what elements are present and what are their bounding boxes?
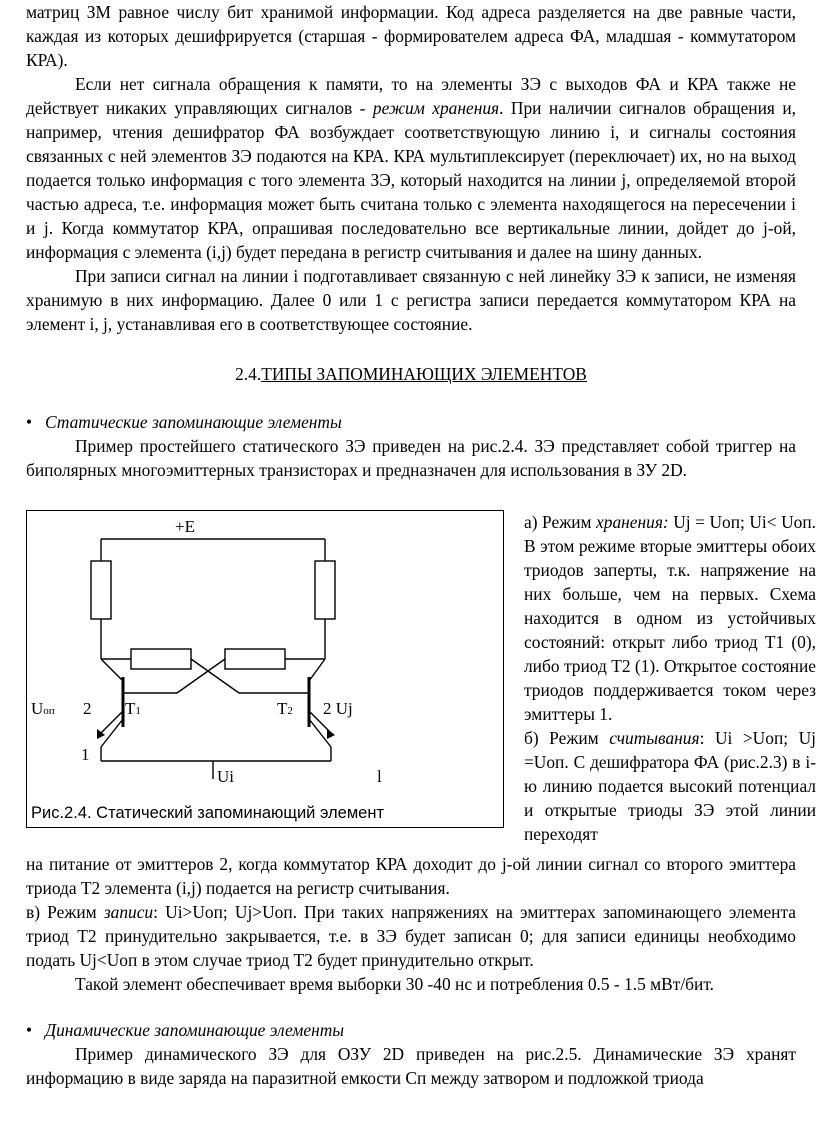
paragraph-6-italic: записи bbox=[103, 902, 154, 922]
label-emitter-1-left: 1 bbox=[81, 745, 90, 764]
paragraph-5: на питание от эмиттеров 2, когда коммутатор КРА доходит до j-ой линии сигнал со второго эмиттера триода T2 элемента (i,j) подается на регистр считывания. bbox=[26, 854, 796, 898]
paragraph-8: Пример динамического ЗЭ для ОЗУ 2D приведен на рис.2.5. Динамические ЗЭ хранят информацию в виде заряда на паразитной емкости Cп между затвором и подложкой триода bbox=[26, 1044, 796, 1088]
figure-side-text bbox=[524, 510, 816, 846]
bullet-icon: • bbox=[26, 1020, 33, 1040]
figure-caption: Рис.2.4. Статический запоминающий элемент bbox=[31, 804, 385, 822]
label-t2-sub: 2 bbox=[287, 705, 293, 717]
side-mode-b-italic: считывания bbox=[609, 728, 700, 748]
label-t1 bbox=[125, 697, 141, 723]
section-heading bbox=[26, 362, 796, 386]
section-title: ТИПЫ ЗАПОМИНАЮЩИХ ЭЛЕМЕНТОВ bbox=[261, 364, 587, 384]
label-supply: +E bbox=[175, 517, 195, 536]
resistor-left bbox=[91, 561, 111, 619]
paragraph-2 bbox=[26, 72, 796, 264]
bullet-icon: • bbox=[26, 412, 33, 432]
paragraph-7: Такой элемент обеспечивает время выборки 30 -40 нс и потребления 0.5 - 1.5 мВт/бит. bbox=[75, 974, 714, 994]
circuit-diagram bbox=[27, 511, 505, 829]
label-emitter-2-left: 2 bbox=[83, 699, 92, 718]
paragraph-6-prefix: в) Режим bbox=[26, 902, 104, 922]
side-mode-a-prefix: а) Режим bbox=[524, 512, 597, 532]
paragraph-6 bbox=[26, 900, 796, 972]
resistor-cross-right bbox=[225, 649, 285, 669]
side-mode-a-text: Uj = Uоп; Ui< Uоп. В этом режиме вторые эмиттеры обоих триодов заперты, т.к. напряжение на них больше, чем на первых. Схема находится в одном из устойчивых состояний: открыт либо триод T1 (0), либо триод T2 (1). Открытое состояние триодов поддерживается током через эмиттеры 1. bbox=[524, 512, 816, 724]
label-uop-main: U bbox=[31, 699, 44, 718]
label-t1-sub: 1 bbox=[135, 705, 141, 717]
paragraph-2-italic: режим хранения bbox=[372, 98, 500, 118]
label-t2-main: T bbox=[277, 699, 288, 718]
side-mode-a-italic: хранения: bbox=[596, 512, 669, 532]
label-uop-sub: оп bbox=[43, 705, 55, 717]
paragraph-4: Пример простейшего статического ЗЭ приведен на рис.2.4. ЗЭ представляет собой триггер на биполярных многоэмиттерных транзисторах и предназначен для использования в ЗУ 2D. bbox=[26, 436, 796, 480]
side-mode-b bbox=[524, 726, 816, 846]
label-t1-main: T bbox=[125, 699, 136, 718]
resistor-right bbox=[315, 561, 335, 619]
paragraph-1: матриц ЗМ равное числу бит хранимой информации. Код адреса разделяется на две равные части, каждая из которых дешифрируется (старшая - формирователем адреса ФА, младшая - коммутатором КРА). bbox=[26, 2, 796, 70]
figure-2-4 bbox=[26, 510, 504, 828]
bullet-static bbox=[26, 410, 796, 434]
figure-row bbox=[26, 510, 816, 852]
paragraph-3: При записи сигнал на линии i подготавливает связанную с ней линейку ЗЭ к записи, не изменяя хранимую в них информацию. Далее 0 или 1 с регистра записи передается коммутатором КРА на элемент i, j, устанавливая его в соответствующее состояние. bbox=[26, 266, 796, 334]
side-mode-a bbox=[524, 510, 816, 726]
label-emitter-1-right: l bbox=[377, 767, 382, 786]
label-uop bbox=[31, 697, 55, 723]
bullet-static-label: Статические запоминающие элементы bbox=[45, 412, 342, 432]
page bbox=[26, 0, 816, 1090]
paragraph-2-part-b: . При наличии сигналов обращения и, например, чтения дешифратор ФА возбуждает соответствующую линию i, и сигналы состояния связанных с ней элементов ЗЭ подаются на КРА. КРА мультиплексирует (переключает) их, но на выход подается только информация с того элемента ЗЭ, который находится на линии j, определяемой второй частью адреса, т.е. информация может быть считана только с элемента находящегося на пересечении i и j. Когда коммутатор КРА, опрашивая последовательно все вертикальные линии, дойдет до j-ой, информация с элемента (i,j) будет передана в регистр считывания и далее на шину данных. bbox=[26, 98, 796, 262]
resistor-cross-left bbox=[131, 649, 191, 669]
bullet-dynamic-label: Динамические запоминающие элементы bbox=[45, 1020, 345, 1040]
section-number: 2.4. bbox=[235, 364, 262, 384]
side-mode-b-prefix: б) Режим bbox=[524, 728, 610, 748]
side-mode-b-text: : Ui >Uоп; Uj =Uоп. С дешифратора ФА (рис.2.3) в i-ю линию подается высокий потенциал и открытые триоды ЗЭ этой линии переходят bbox=[524, 728, 816, 844]
paragraph-6-text: : Ui>Uоп; Uj>Uоп. При таких напряжениях на эмиттерах запоминающего элемента триод T2 принудительно закрывается, т.е. в ЗЭ будет записан 0; для записи единицы необходимо подать Uj<Uоп в этом случае триод T2 будет принудительно открыт. bbox=[26, 902, 797, 970]
label-t2 bbox=[277, 697, 293, 723]
label-2-uj: 2 Uj bbox=[323, 699, 353, 718]
paragraph-2-part-a: Если нет сигнала обращения к памяти, то на элементы ЗЭ с выходов ФА и КРА также не действует никаких управляющих сигналов - bbox=[26, 74, 796, 118]
bullet-dynamic bbox=[26, 1018, 796, 1042]
label-ui: Ui bbox=[217, 767, 234, 786]
